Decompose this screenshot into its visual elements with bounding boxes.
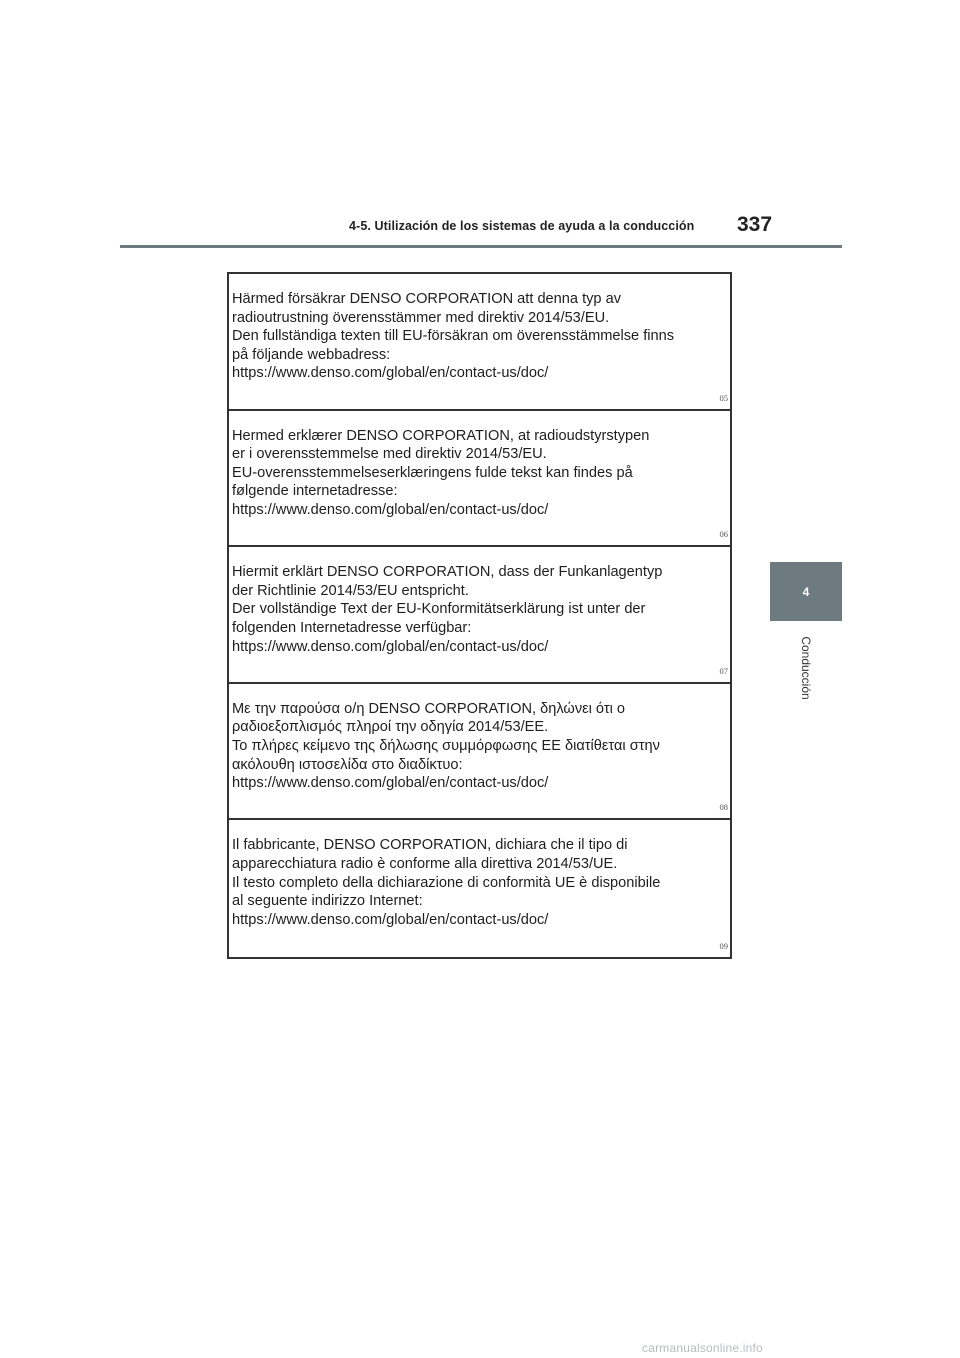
watermark: carmanualsonline.info [642, 1341, 763, 1355]
declaration-box-swedish [229, 274, 730, 411]
declaration-box-danish [229, 411, 730, 548]
declarations-table [227, 272, 732, 959]
declaration-box-greek [229, 684, 730, 821]
declaration-code: 06 [719, 529, 728, 540]
declaration-text: Με την παρούσα ο/η DENSO CORPORATION, δηλώνει ότι ο ραδιοεξοπλισμός πληροί την οδηγία 2014/53/ΕΕ. Το πλήρες κείμενο της δήλωσης συμμόρφωσης ΕΕ διατίθεται στην ακόλουθη ιστοσελίδα στο διαδίκτυο: https://www.denso.com/global/en/contact-us/doc/ [232, 700, 660, 792]
declaration-code: 07 [719, 665, 728, 676]
header-divider [120, 245, 842, 248]
section-title: 4-5. Utilización de los sistemas de ayuda a la conducción [349, 219, 695, 233]
declaration-code: 09 [719, 940, 728, 951]
declaration-code: 08 [719, 802, 728, 813]
declaration-text: Il fabbricante, DENSO CORPORATION, dichiara che il tipo di apparecchiatura radio è conforme alla direttiva 2014/53/UE. Il testo completo della dichiarazione di conformità UE è disponibile al seguente indirizzo Internet: https://www.denso.com/global/en/contact-us/doc/ [232, 837, 661, 928]
declaration-text: Härmed försäkrar DENSO CORPORATION att denna typ av radioutrustning överensstämmer med direktiv 2014/53/EU. Den fullständiga texten till EU-försäkran om överensstämmelse finns på följande webbadress: https://www.denso.com/global/en/contact-us/doc/ [232, 291, 675, 382]
page-number: 337 [737, 213, 773, 236]
declaration-box-italian [229, 820, 730, 957]
declaration-text: Hermed erklærer DENSO CORPORATION, at radioudstyrstypen er i overensstemmelse med direktiv 2014/53/EU. EU-overensstemmelseserklæringens fulde tekst kan findes på følgende internetadresse: https://www.denso.com/global/en/contact-us/doc/ [232, 427, 650, 518]
chapter-number: 4 [802, 584, 810, 599]
chapter-tab[interactable] [770, 562, 842, 621]
declaration-box-german [229, 547, 730, 684]
declaration-text: Hiermit erklärt DENSO CORPORATION, dass der Funkanlagentyp der Richtlinie 2014/53/EU entspricht. Der vollständige Text der EU-Konformitätserklärung ist unter der folgenden Internetadresse verfügbar: https://www.denso.com/global/en/contact-us/doc/ [232, 564, 663, 655]
declaration-code: 05 [719, 392, 728, 403]
chapter-label: Conducción [799, 636, 813, 700]
